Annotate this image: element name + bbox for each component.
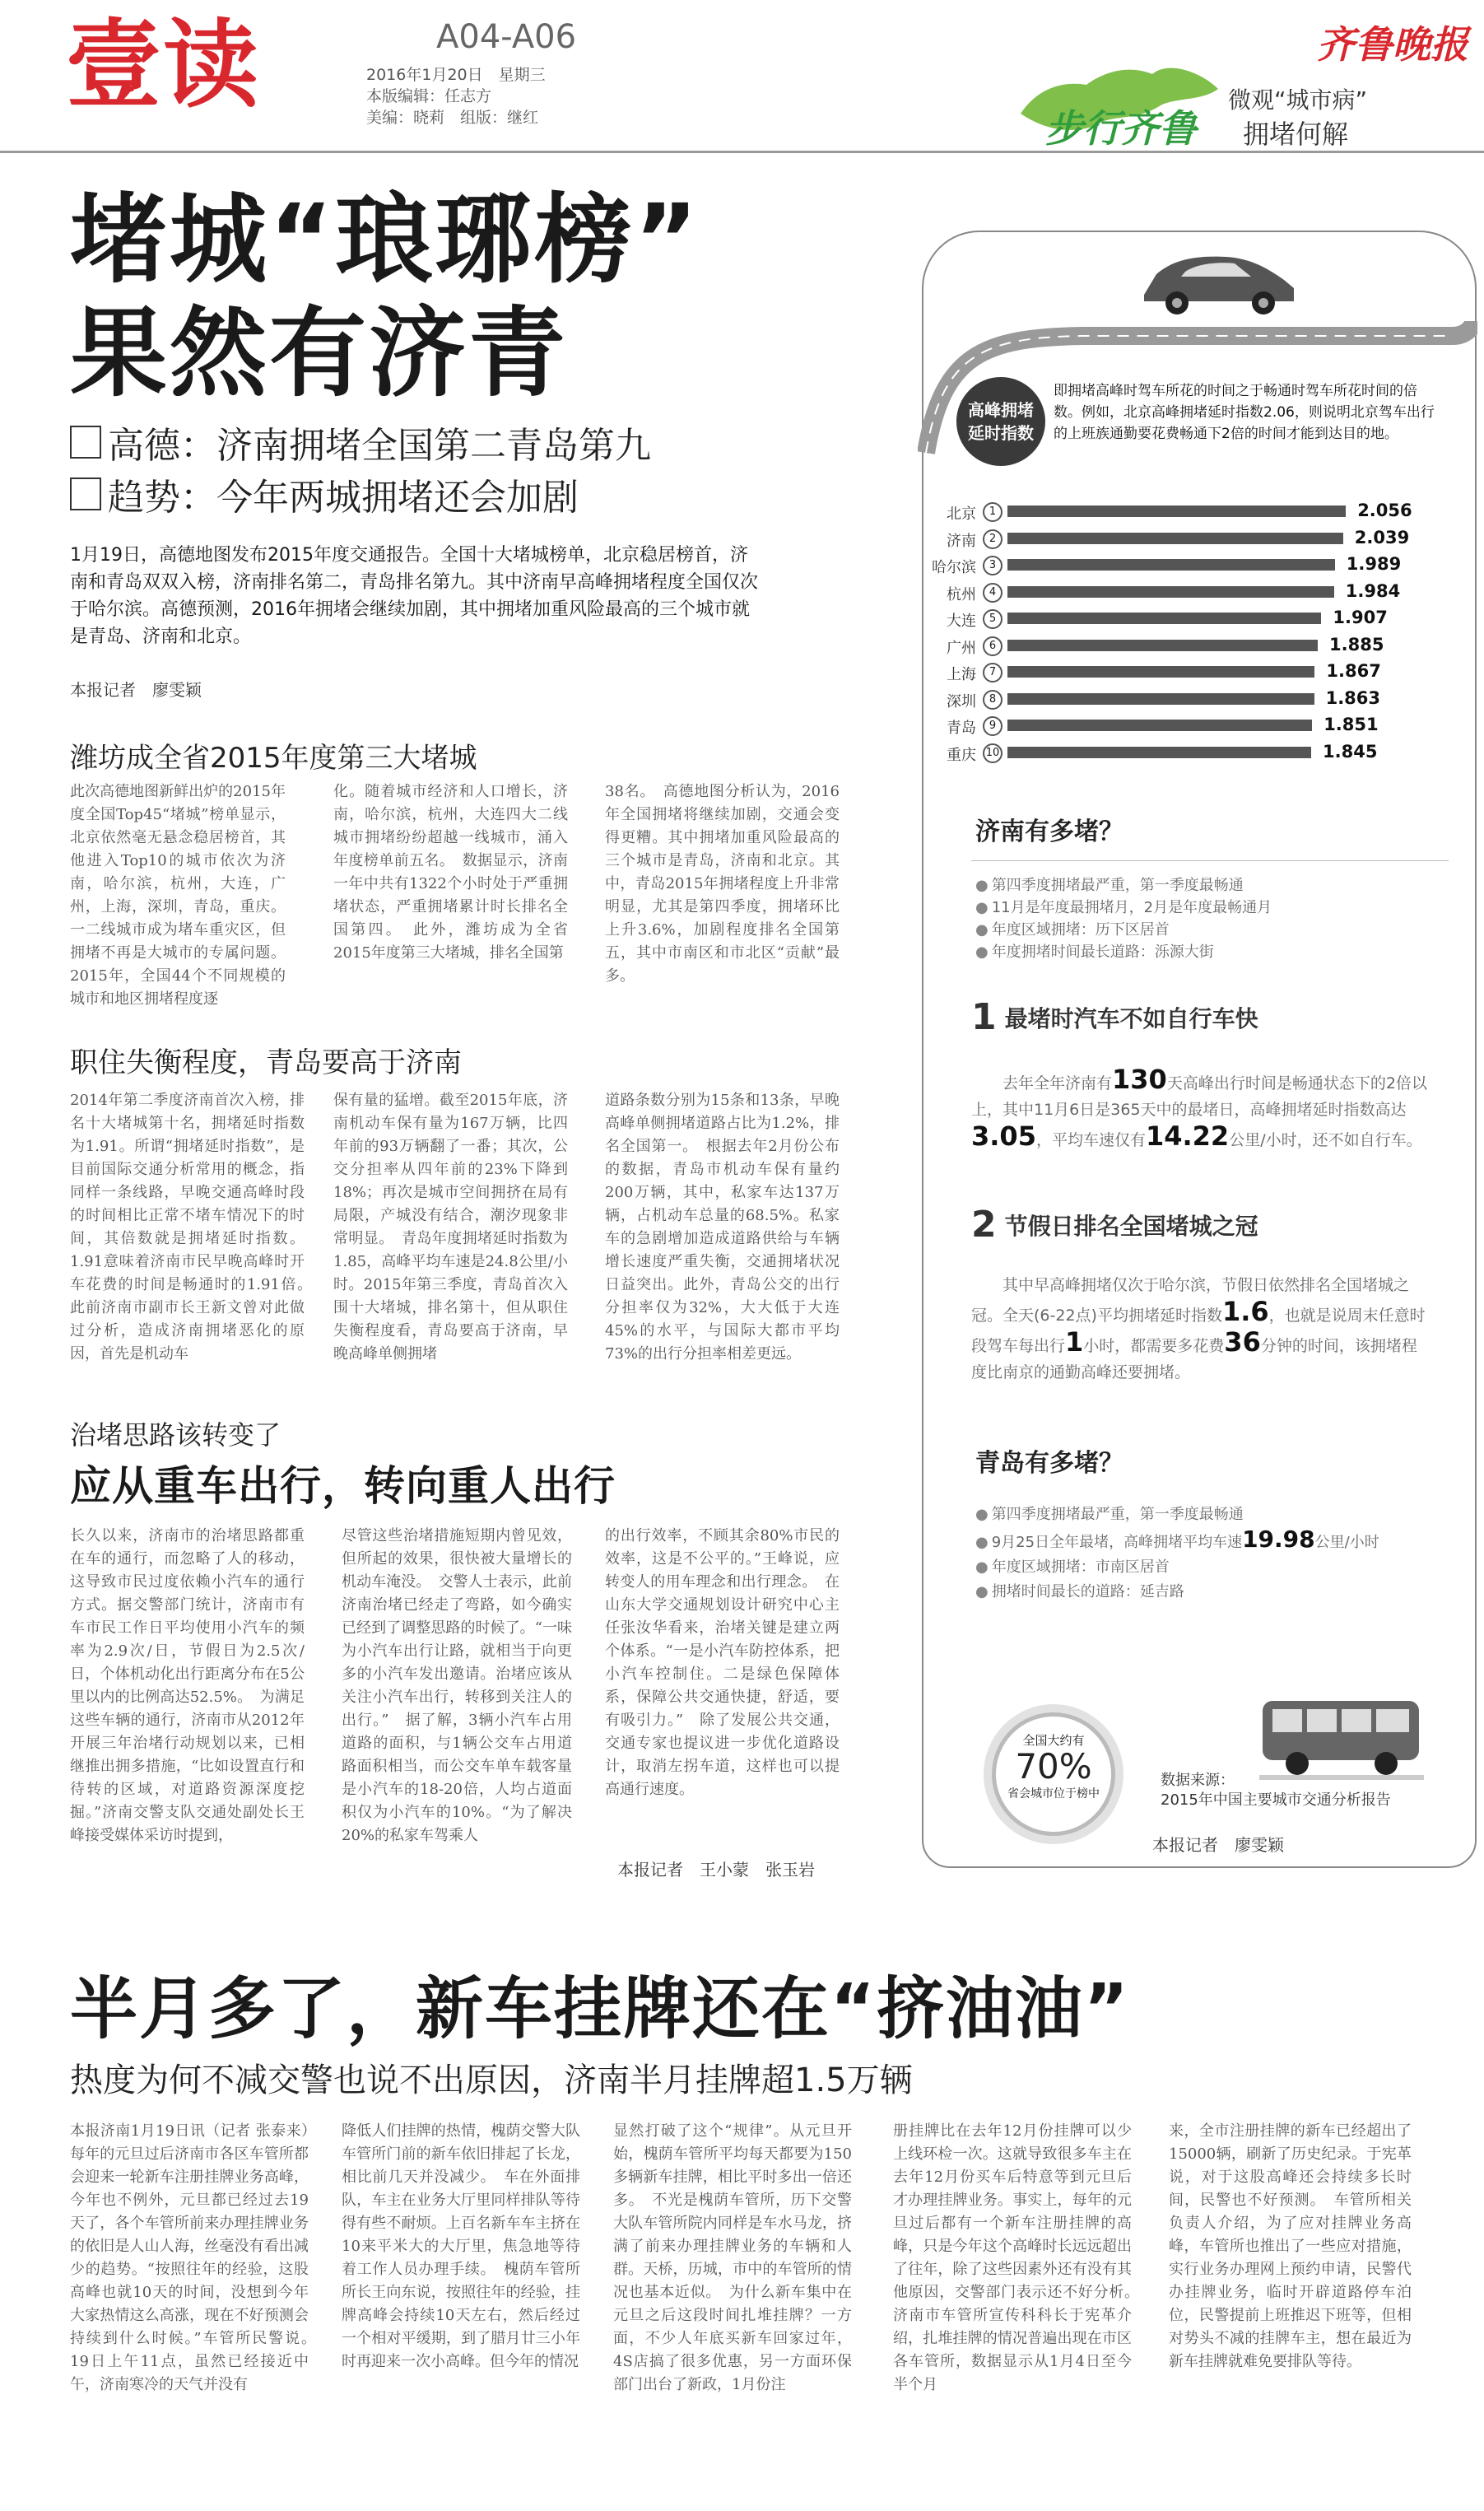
index-badge xyxy=(956,377,1045,466)
design-credit: 美编：晓莉 组版：继红 xyxy=(366,109,539,127)
jinan-subheading-2 xyxy=(971,1204,1258,1246)
section-heading-weifang: 潍坊成全省2015年度第三大堵城 xyxy=(70,742,477,775)
stat-qingdao-speed: 19.98 xyxy=(1242,1526,1315,1553)
header-divider xyxy=(0,151,1484,153)
byline: 本报记者 廖雯颖 xyxy=(70,680,202,700)
lead-paragraph: 1月19日，高德地图发布2015年度交通报告。全国十大堵城榜单，北京稳居榜首，济南和青岛双双入榜，济南排名第二，青岛排名第九。其中济南早高峰拥堵程度全国仅次于哈尔滨。高德预测，2016年拥堵会继续加剧，其中拥堵加重风险最高的三个城市就是青岛、济南和北京。 xyxy=(70,545,759,647)
headline-line-1: 堵城“琅琊榜” xyxy=(70,183,701,296)
text: 9月25日全年最堵，高峰拥堵平均车速 xyxy=(991,1534,1243,1551)
subhead-gaode xyxy=(70,416,651,468)
chart-category-label: 济南 xyxy=(947,532,976,550)
percent-badge xyxy=(992,1712,1115,1836)
subhead-text: 趋势：今年两城拥堵还会加剧 xyxy=(108,477,579,519)
chart-data-label: 2.039 xyxy=(1354,527,1410,547)
stat-holiday-index: 1.6 xyxy=(1221,1296,1269,1327)
text: ，平均车速仅有 xyxy=(1035,1131,1146,1149)
subheading-text: 节假日排名全国堵城之冠 xyxy=(1004,1212,1258,1240)
car-icon xyxy=(1136,245,1300,319)
chart-category-label: 北京 xyxy=(947,505,976,523)
bottom-headline: 半月多了，新车挂牌还在“挤油油” xyxy=(70,1970,1130,2048)
source-text: 2015年中国主要城市交通分析报告 xyxy=(1161,1791,1391,1809)
source-label: 数据来源： xyxy=(1161,1772,1235,1789)
chart-category-label: 广州 xyxy=(947,639,976,657)
list-item: ● 第四季度拥堵最严重，第一季度最畅通 xyxy=(975,874,1436,897)
chart-bar-row xyxy=(928,716,1455,738)
chart-bar xyxy=(1007,747,1311,758)
article-column: 册挂牌比在去年12月份挂牌可以少上线环检一次。这就导致很多车主在去年12月份买车后特意等到元旦后才办理挂牌业务。事实上，每年的元旦过后都有一个新车注册挂牌的高峰，只是今年这个高峰时长远远超出了往年，除了这些因素外还有没有其他原因，交警部门表示还不好分析。 济南市车管所宣传科科长于宪革介绍，扎堆挂牌的情况普遍出现在市区各车管所，数据显示从1月4日至今半个月 xyxy=(893,2122,1147,2393)
chart-bar xyxy=(1007,720,1312,731)
text: 天高峰出行时间是畅通状态下的2倍以上，其中11月6日是365天中的最堵日，高峰拥堵延时指数高达 xyxy=(971,1074,1427,1119)
number-marker: 2 xyxy=(971,1204,997,1246)
chart-data-label: 1.885 xyxy=(1329,634,1384,655)
chart-bar-row xyxy=(928,687,1455,711)
chart-category-label: 深圳 xyxy=(947,692,976,710)
column-name: 微观“城市病” xyxy=(1228,86,1368,114)
newspaper-logo: 齐鲁晚报 xyxy=(1317,22,1468,67)
chart-bar-row xyxy=(928,502,1455,524)
jinan-paragraph-2 xyxy=(971,1272,1432,1386)
article-column: 显然打破了这个“规律”。从元旦开始，槐荫车管所平均每天都要为150多辆新车挂牌，相比平时多出一倍还多。 不光是槐荫车管所，历下交警大队车管所院内同样是车水马龙，挤满了前来办理挂牌业务的车辆和人群。天桥，历城，市中的车管所的情况也基本近似。 为什么新车集中在元旦之后这段时间扎堆挂牌？一方面，不少人年底买新车回家过年，4S店搞了很多优惠，另一方面环保部门出台了新政，1月份注 xyxy=(613,2122,852,2393)
chart-bar xyxy=(1007,586,1334,598)
infographic-panel xyxy=(922,231,1477,1868)
editor-credit: 本版编辑：任志方 xyxy=(366,87,492,105)
text: ，也就是说周末任意时段驾车每出行 xyxy=(971,1307,1426,1355)
chart-bar xyxy=(1007,505,1346,517)
badge-line1: 全国大约有 xyxy=(1022,1733,1085,1748)
stat-speed: 14.22 xyxy=(1145,1120,1230,1152)
chart-category-label: 哈尔滨 xyxy=(932,559,976,576)
chart-data-label: 1.907 xyxy=(1333,608,1388,627)
subhead-trend xyxy=(70,468,579,520)
stat-days: 130 xyxy=(1112,1064,1167,1095)
chart-data-label: 1.845 xyxy=(1323,741,1378,762)
article-column: 长久以来，济南市的治堵思路都重在车的通行，而忽略了人的移动，这导致市民过度依赖小汽车的通行方式。据交警部门统计，济南市有车市民工作日平均使用小汽车的频率为2.9次/日，节假日为2.5次/日，个体机动化出行距离分布在5公里以内的比例高达52.5%。 为满足这些车辆的通行，济南市从2012年开展三年治堵行动规划以来，已相继推出拥多措施，“比如设置直行和待转的区域，对道路资源深度挖掘。”济南交警支队交通处副处长王峰接受媒体采访时提到， xyxy=(70,1527,305,1844)
chart-rank-marker: 8 xyxy=(983,690,1003,710)
checkbox-bullet-icon xyxy=(70,478,101,510)
chart-data-label: 1.863 xyxy=(1325,687,1381,708)
article-column: 的出行效率，不顾其余80%市民的效率，这是不公平的。”王峰说，应转变人的用车理念和出行理念。 在山东大学交通规划设计研究中心主任张汝华看来，治堵关键是建立两个体系。“一是小汽车防控体系，把小汽车控制住。二是绿色保障体系，保障公共交通快捷，舒适，要有吸引力。” 除了发展公共交通，交通专家也提议进一步优化道路设计，取消左拐车道，这样也可以提高通行速度。 xyxy=(605,1527,840,1798)
byline: 本报记者 廖雯颖 xyxy=(1152,1835,1284,1855)
index-badge-line2: 延时指数 xyxy=(968,423,1034,443)
badge-percent: 70% xyxy=(1015,1746,1092,1787)
list-item: ● 拥堵时间最长的道路：延吉路 xyxy=(975,1580,1436,1605)
list-item: ● 年度区域拥堵：市南区居首 xyxy=(975,1555,1436,1580)
chart-rank-marker: 6 xyxy=(983,636,1003,656)
chart-bar-row xyxy=(928,609,1455,631)
chart-rank-marker: 4 xyxy=(983,583,1003,603)
byline: 本报记者 王小蒙 张玉岩 xyxy=(617,1860,815,1880)
chart-category-label: 重庆 xyxy=(947,746,976,764)
article-column: 38名。 高德地图分析认为，2016年全国拥堵将继续加剧，交通会变得更糟。其中拥堵加重风险最高的三个城市是青岛，济南和北京。其中，青岛2015年拥堵程度上升非常明显，尤其是第四季度，拥堵环比上升3.6%，加剧程度排名全国第五，其中市南区和市北区“贡献”最多。 xyxy=(605,783,840,985)
edition-meta xyxy=(366,64,546,128)
jinan-paragraph-1 xyxy=(971,1066,1432,1153)
chart-bar-row xyxy=(928,663,1455,684)
text: 公里/小时，还不如自行车。 xyxy=(1229,1131,1422,1149)
chart-category-label: 青岛 xyxy=(947,720,976,737)
subhead-text: 高德：济南拥堵全国第二青岛第九 xyxy=(108,425,651,467)
article-column: 2014年第二季度济南首次入榜，排名十大堵城第十名，拥堵延时指数为1.91。所谓“拥堵延时指数”，是目前国际交通分析常用的概念，指同样一条线路，早晚交通高峰时段的时间相比正常不堵车情况下的时间，其倍数就是拥堵延时指数。1.91意味着济南市民早晚高峰时开车花费的时间是畅通时的1.91倍。 此前济南市副市长王新文曾对此做过分析，造成济南拥堵恶化的原因，首先是机动车 xyxy=(70,1092,319,1363)
chart-data-label: 1.867 xyxy=(1326,661,1381,681)
stat-minutes: 36 xyxy=(1224,1326,1261,1358)
chart-data-label: 1.984 xyxy=(1345,580,1401,601)
qingdao-facts-list xyxy=(975,1502,1436,1605)
badge-line3: 省会城市位于榜中 xyxy=(1007,1787,1100,1801)
chart-bar-row xyxy=(928,743,1455,765)
text: 公里/小时 xyxy=(1314,1534,1379,1551)
text: 分钟的时间，该拥堵程度比南京的通勤高峰还要拥堵。 xyxy=(971,1337,1417,1381)
chart-category-label: 杭州 xyxy=(947,585,976,603)
index-definition: 即拥堵高峰时驾车所花的时间之于畅通时驾车所花时间的倍数。例如，北京高峰拥堵延时指数2.06，则说明北京驾车出行的上班族通勤要花费畅通下2倍的时间才能到达目的地。 xyxy=(1054,383,1435,442)
page-range: A04-A06 xyxy=(436,18,577,56)
chart-bar-row xyxy=(928,529,1455,551)
checkbox-bullet-icon xyxy=(70,426,101,459)
divider xyxy=(971,860,1449,861)
jinan-subheading-1 xyxy=(971,996,1258,1038)
chart-bar-row xyxy=(928,556,1455,577)
chart-rank-marker: 2 xyxy=(983,529,1003,549)
stat-peak-index: 3.05 xyxy=(971,1120,1036,1152)
section-kicker: 治堵思路该转变了 xyxy=(70,1419,281,1451)
article-column: 道路条数分别为15条和13条，早晚高峰单侧拥堵道路占比为1.2%，排名全国第一。 根据去年2月份公布的数据，青岛市机动车保有量约200万辆，其中，私家车达137万辆，占机动车总量的68.5%。私家车的急剧增加造成道路供给与车辆增长速度严重失衡，交通拥堵状况日益突出。此外，青岛公交的出行分担率仅为32%，大大低于大连45%的水平，与国际大都市平均73%的出行分担率相差更远。 xyxy=(605,1092,840,1363)
chart-rank-marker: 10 xyxy=(983,743,1003,763)
article-column: 化。随着城市经济和人口增长，济南，哈尔滨，杭州，大连四大二线城市拥堵纷纷超越一线城市，涌入年度榜单前五名。 数据显示，济南一年中共有1322个小时处于严重拥堵状态，严重拥堵累计时长排名全国第四。 此外，潍坊成为全省2015年度第三大堵城，排名全国第 xyxy=(333,783,568,962)
article-column: 降低人们挂牌的热情，槐荫交警大队车管所门前的新车依旧排起了长龙，相比前几天并没减少。 车在外面排队，车主在业务大厅里同样排队等待得有些不耐烦。上百名新车车主挤在10来平米大的大厅里，焦急地等待着工作人员办理手续。 槐荫车管所所长王向东说，按照往年的经验，挂牌高峰会持续10天左右，然后经过一个相对平缓期，到了腊月廿三小年时再迎来一次小高峰。但今年的情况 xyxy=(342,2122,580,2370)
bottom-subhead: 热度为何不减交警也说不出原因，济南半月挂牌超1.5万辆 xyxy=(70,2061,913,2099)
text: 去年全年济南有 xyxy=(1003,1074,1113,1092)
chart-data-label: 1.989 xyxy=(1346,554,1402,574)
jinan-title: 济南有多堵？ xyxy=(975,818,1123,846)
stat-hour: 1 xyxy=(1065,1326,1084,1358)
number-marker: 1 xyxy=(971,996,997,1038)
bus-icon xyxy=(1259,1694,1424,1780)
chart-rank-marker: 9 xyxy=(983,716,1003,736)
jinan-facts-list xyxy=(975,874,1436,963)
text: 其中早高峰拥堵仅次于哈尔滨，节假日依然排名全国堵城之冠。全天(6-22点)平均拥堵延时指数 xyxy=(971,1276,1410,1325)
chart-bar xyxy=(1007,533,1343,544)
section-title: 步行齐鲁 xyxy=(1045,106,1197,151)
chart-data-label: 1.851 xyxy=(1324,715,1379,734)
column-subtitle: 拥堵何解 xyxy=(1243,119,1349,150)
qingdao-title: 青岛有多堵？ xyxy=(975,1449,1123,1478)
chart-rank-marker: 3 xyxy=(983,556,1003,575)
article-column: 来，全市注册挂牌的新车已经超出了15000辆，刷新了历史纪录。于宪革说，对于这股高峰还会持续多长时间，民警也不好预测。 车管所相关负责人介绍，为了应对挂牌业务高峰，车管所也推出了一些应对措施，实行业务办理网上预约申请，民警代办挂牌业务，临时开辟道路停车泊位，民警提前上班推迟下班等，但相对势头不减的挂牌车主，想在最近为新车挂牌就难免要排队等待。 xyxy=(1169,2122,1412,2370)
section-heading-people-first: 应从重车出行，转向重人出行 xyxy=(70,1462,616,1510)
chart-rank-marker: 1 xyxy=(983,502,1003,522)
index-badge-line1: 高峰拥堵 xyxy=(968,400,1034,420)
chart-data-label: 2.056 xyxy=(1357,501,1412,520)
chart-bar-row xyxy=(928,580,1455,604)
article-column: 保有量的猛增。截至2015年底，济南机动车保有量为167万辆，比四年前的93万辆翻了一番；其次，公交分担率从四年前的23%下降到18%；再次是城市空间拥挤在局有局限，产城没有结合，潮汐现象非常明显。 青岛年度拥堵延时指数为1.85，高峰平均车速是24.8公里/小时。2015年第三季度，青岛首次入围十大堵城，排名第十，但从职住失衡程度看，青岛要高于济南，早晚高峰单侧拥堵 xyxy=(333,1092,568,1363)
chart-bar xyxy=(1007,640,1318,651)
chart-rank-marker: 7 xyxy=(983,663,1003,682)
list-item xyxy=(975,1527,1436,1555)
chart-category-label: 上海 xyxy=(947,666,976,683)
section-brand: 壹读 xyxy=(66,10,260,121)
text: 小时，都需要多花费 xyxy=(1083,1337,1225,1355)
chart-bar xyxy=(1007,613,1321,624)
list-item: ● 11月是年度最拥堵月，2月是年度最畅通月 xyxy=(975,897,1436,919)
chart-rank-marker: 5 xyxy=(983,609,1003,629)
headline-line-2: 果然有济青 xyxy=(70,296,569,410)
chart-bar xyxy=(1007,666,1314,678)
list-item: ● 年度拥堵时间最长道路：泺源大街 xyxy=(975,941,1436,963)
chart-bar xyxy=(1007,693,1314,705)
chart-category-label: 大连 xyxy=(947,613,976,630)
section-heading-jobs-housing: 职住失衡程度，青岛要高于济南 xyxy=(70,1046,462,1079)
chart-bar xyxy=(1007,559,1335,571)
article-column: 此次高德地图新鲜出炉的2015年度全国Top45“堵城”榜单显示，北京依然毫无悬念稳居榜首，其他进入Top10的城市依次为济南，哈尔滨，杭州，大连，广州，上海，深圳，青岛，重庆。一二线城市成为堵车重灾区，但拥堵不再是大城市的专属问题。2015年，全国44个不同规模的城市和地区拥堵程度逐 xyxy=(70,783,286,1008)
article-column: 本报济南1月19日讯（记者 张泰来） 每年的元旦过后济南市各区车管所都会迎来一轮新车注册挂牌业务高峰，今年也不例外，元旦都已经过去19天了，各个车管所前来办理挂牌业务的依旧是人山人海，丝毫没有看出减少的趋势。“按照往年的经验，这股高峰也就10天的时间，没想到今年大家热情这么高涨，现在不好预测会持续到什么时候。”车管所民警说。 19日上午11点，虽然已经接近中午，济南寒冷的天气并没有 xyxy=(70,2122,323,2393)
subheading-text: 最堵时汽车不如自行车快 xyxy=(1004,1004,1258,1032)
issue-date: 2016年1月20日 星期三 xyxy=(366,66,546,84)
article-column: 尽管这些治堵措施短期内曾见效，但所起的效果，很快被大量增长的机动车淹没。 交警人士表示，此前济南治堵已经走了弯路，如今确实已经到了调整思路的时候了。“一味为小汽车出行让路，就相当于向更多的小汽车发出邀请。治堵应该从关注小汽车出行，转移到关注人的出行。” 据了解，3辆小汽车占用道路的面积，与1辆公交车占用道路面积相当，而公交车单车载客量是小汽车的18-20倍，人均占道面积仅为小汽车的10%。“为了解决20%的私家车驾乘人 xyxy=(342,1527,572,1844)
chart-bar-row xyxy=(928,636,1455,658)
list-item: ● 第四季度拥堵最严重，第一季度最畅通 xyxy=(975,1502,1436,1527)
list-item: ● 年度区域拥堵：历下区居首 xyxy=(975,919,1436,941)
